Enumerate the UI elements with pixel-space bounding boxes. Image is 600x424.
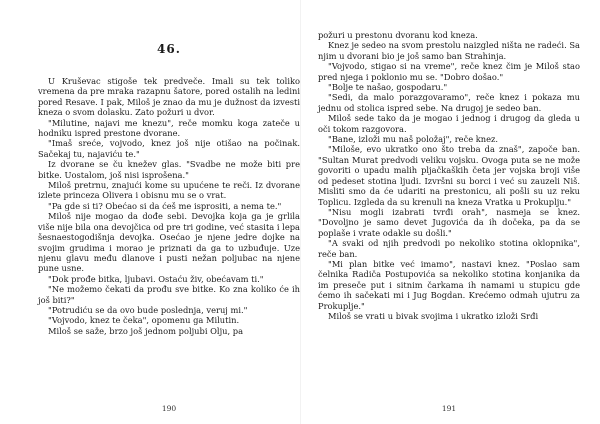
paragraph: Miloš se vrati u bivak svojima i ukratko izloži Srđi <box>328 310 539 321</box>
paragraph: U Kruševac stigoše tek predveče. Imali su tek toliko vremena da pre mraka razapnu šatore, pored ostalih na ledini pored Resave. I pak, Miloš je znao da mu je dužnost da izvesti kneza o svom dolasku. Zato požuri u dvor. <box>38 76 300 118</box>
paragraph: "Vojvodo, stigao si na vreme", reče knez čim je Miloš stao pred njega i poklonio mu se. "Dobro došao." <box>318 61 580 82</box>
paragraph: "A svaki od njih predvodi po nekoliko stotina oklopnika", reče ban. <box>318 238 580 259</box>
left-page <box>38 0 300 424</box>
paragraph: "Ne možemo čekati da prođu sve bitke. Ko zna koliko će ih još biti?" <box>38 284 300 305</box>
right-page <box>318 0 580 424</box>
paragraph: Miloš se saže, brzo još jednom poljubi Olju, pa <box>48 325 244 336</box>
paragraph: Miloš sede tako da je mogao i jednog i drugog da gleda u oči tokom razgovora. <box>318 113 580 134</box>
paragraph: "Mi plan bitke već imamo", nastavi knez. "Poslao sam čelnika Radiča Postupovića sa nekoliko stotina konjanika da im preseče put i sitnim čarkama ih namami u stupicu gde ćemo ih sačekati mi i Jug Bogdan. Krećemo odmah ujutru za Prokuplje." <box>318 258 580 311</box>
paragraph: "Nisu mogli izabrati tvrđi orah", nasmeja se knez. "Dovoljno je samo devet Jugovića da ih dočeka, pa da se poplaše i vrate odakle su došli." <box>318 206 580 238</box>
paragraph: Miloš pretrnu, znajući kome su upućene te reči. Iz dvorane izlete princeza Olivera i obisnu mu se o vrat. <box>38 180 300 201</box>
left-page-text <box>38 76 300 336</box>
chapter-number: 46. <box>157 42 181 56</box>
paragraph: "Milutine, najavi me knezu", reče momku koga zateče u hodniku ispred prestone dvorane. <box>38 117 300 139</box>
page-number: 190 <box>161 404 177 413</box>
paragraph: "Sedi, da malo porazgovaramo", reče knez i pokaza mu jednu od stolica ispred sebe. Na drugoj je sedeo ban. <box>318 92 580 113</box>
right-page-text <box>318 30 580 321</box>
page-gutter <box>300 0 301 424</box>
paragraph: "Miloše, evo ukratko ono što treba da znaš", započe ban. "Sultan Murat predvodi veliku vojsku. Ovoga puta se ne može govoriti o upadu malih pljačkaških četa jer vojska broji više od pedeset stotina ljudi. Izvršni su borci i već su zauzeli Niš. Misliti smo da će udariti na prestonicu, ali pošli su uz reku Toplicu. Izgleda da su krenuli na kneza Vratka u Prokuplju." <box>318 144 580 207</box>
paragraph: Iz dvorane se ču knežev glas. "Svadbe ne može biti pre bitke. Uostalom, još nisi isprošena." <box>38 159 300 180</box>
paragraph: "Bane, izloži mu naš položaj", reče knez. <box>328 134 499 145</box>
paragraph: "Imaš sreće, vojvodo, knez još nije otišao na počinak. Sačekaj tu, najaviću te." <box>38 138 300 159</box>
paragraph: "Bolje te našao, gospodaru." <box>328 82 448 93</box>
paragraph: požuri u prestonu dvoranu kod kneza. <box>318 30 478 40</box>
paragraph: "Dok prođe bitka, ljubavi. Ostaću živ, obećavam ti." <box>48 273 264 284</box>
paragraph: Knez je sedeo na svom prestolu naizgled ništa ne radeći. Sa njim u dvorani bio je još samo ban Strahinja. <box>318 40 580 61</box>
paragraph: Miloš nije mogao da dođe sebi. Devojka koja ga je grlila više nije bila ona devojčica od pre tri godine, već stasita i lepa šesnaestogodišnja devojka. Osećao je njene jedre dojke na svojim grudima i morao je priznati da ga to uzbuđuje. Uze njenu glavu među dlanove i pusti nežan poljubac na njene pune usne. <box>38 211 300 274</box>
paragraph: "Pa gde si ti? Obećao si da ćeš me isprositi, a nema te." <box>48 200 282 211</box>
paragraph: "Potrudiću se da ovo bude poslednja, veruj mi." <box>48 304 248 315</box>
page-number: 191 <box>441 404 457 413</box>
paragraph: "Vojvodo, knez te čeka", opomenu ga Milutin. <box>48 315 240 326</box>
